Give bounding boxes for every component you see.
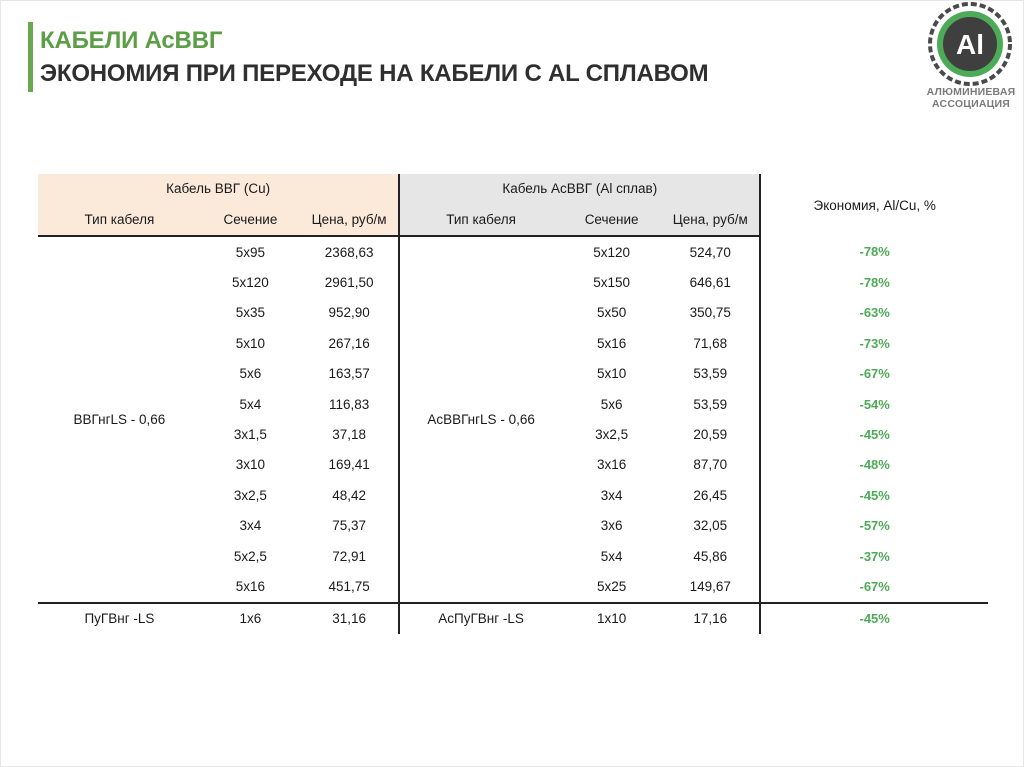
al-price-cell: 53,59 [693, 366, 728, 382]
al-section-cell: 3х2,5 [595, 427, 629, 443]
al-section-cell: 3х6 [600, 518, 623, 534]
cu-price-cell: 169,41 [328, 457, 370, 473]
logo-caption-line-2: АССОЦИАЦИЯ [932, 98, 1010, 110]
al-price-cell: 32,05 [693, 518, 728, 534]
al-section-cell: 5х150 [593, 275, 631, 291]
cu-section-cell: 5х6 [239, 366, 262, 382]
cu-price-cell: 72,91 [332, 548, 366, 564]
al-price-cell: 71,68 [693, 335, 728, 351]
title-line-1: КАБЕЛИ АсВВГ [40, 27, 223, 54]
cu-section-cell: 5х95 [235, 244, 266, 260]
al-section-cell: 1х10 [562, 603, 661, 634]
title-block [40, 24, 708, 90]
al-price-cell: 149,67 [689, 578, 731, 594]
cu-section-cell: 5х2,5 [233, 548, 267, 564]
table-body [38, 236, 988, 634]
cu-price-cell: 2961,50 [324, 275, 374, 291]
al-section-cell: 3х16 [596, 457, 627, 473]
al-price-cell: 17,16 [661, 603, 760, 634]
cu-section-cell: 5х10 [235, 335, 266, 351]
col-cu-section: Сечение [201, 203, 300, 236]
cu-price-cell: 37,18 [332, 427, 366, 443]
logo-caption-line-1: АЛЮМИНИЕВАЯ [926, 86, 1016, 98]
al-section-cell: 5х4 [600, 548, 623, 564]
cu-section-cell: 3х1,5 [233, 427, 267, 443]
al-section-cell: 5х10 [596, 366, 627, 382]
economy-cell: -67% [760, 359, 988, 389]
cu-section-cell: 5х120 [232, 275, 269, 291]
title-accent-bar [28, 22, 33, 92]
al-section-cell: 5х50 [596, 305, 627, 321]
title-line-2: ЭКОНОМИЯ ПРИ ПЕРЕХОДЕ НА КАБЕЛИ С AL СПЛАВОМ [40, 60, 709, 87]
economy-cell: -45% [760, 480, 988, 510]
cu-price-cell: 48,42 [332, 487, 366, 503]
cu-section-cell: 3х4 [239, 518, 262, 534]
cu-section-cell: 5х4 [239, 396, 262, 412]
economy-cell: -63% [760, 298, 988, 328]
al-price-cell: 87,70 [693, 457, 728, 473]
cu-price-cell: 163,57 [328, 366, 370, 382]
economy-cell: -37% [760, 541, 988, 571]
cu-type-cell: ПуГВнг -LS [38, 603, 201, 634]
cu-section-cell: 5х35 [235, 305, 266, 321]
al-price-cell: 53,59 [693, 396, 728, 412]
al-group-header: Кабель АсВВГ (Al сплав) [399, 174, 760, 203]
cu-group-header: Кабель ВВГ (Cu) [38, 174, 399, 203]
economy-cell: -45% [760, 419, 988, 449]
cu-price-cell: 31,16 [300, 603, 399, 634]
al-type-cell: АсВВГнгLS - 0,66 [399, 236, 562, 603]
al-section-cell: 5х16 [596, 335, 627, 351]
economy-cell: -54% [760, 389, 988, 419]
cu-section-cell: 1х6 [201, 603, 300, 634]
col-al-type: Тип кабеля [399, 203, 562, 236]
economy-cell: -57% [760, 511, 988, 541]
economy-cell: -78% [760, 236, 988, 267]
col-cu-type: Тип кабеля [38, 203, 201, 236]
al-section-cell: 5х6 [600, 396, 623, 412]
al-price-cell: 350,75 [689, 305, 731, 321]
al-type-cell: АсПуГВнг -LS [399, 603, 562, 634]
cu-price-cell: 952,90 [328, 305, 370, 321]
col-al-price: Цена, руб/м [661, 203, 760, 236]
table-row [38, 236, 988, 267]
table-row [38, 603, 988, 634]
cu-price-cell: 451,75 [328, 578, 370, 594]
cu-section-cell: 3х2,5 [233, 487, 267, 503]
cu-price-cell: 116,83 [328, 396, 370, 412]
cu-section-cell: 3х10 [235, 457, 266, 473]
economy-header: Экономия, Al/Cu, % [760, 174, 988, 236]
economy-cell: -48% [760, 450, 988, 480]
economy-cell: -73% [760, 328, 988, 358]
al-section-cell: 5х120 [593, 244, 631, 260]
cu-price-cell: 267,16 [328, 335, 370, 351]
al-section-cell: 3х4 [600, 487, 623, 503]
logo-symbol: Al [956, 29, 984, 60]
economy-cell: -45% [760, 603, 988, 634]
al-price-cell: 646,61 [689, 275, 731, 291]
al-price-cell: 26,45 [693, 487, 728, 503]
cu-price-cell: 75,37 [332, 518, 366, 534]
economy-cell: -78% [760, 267, 988, 297]
cu-section-cell: 5х16 [235, 578, 266, 594]
economy-cell: -67% [760, 571, 988, 602]
al-section-cell: 5х25 [596, 578, 627, 594]
al-price-cell: 20,59 [693, 427, 728, 443]
col-al-section: Сечение [562, 203, 661, 236]
cu-type-cell: ВВГнгLS - 0,66 [73, 411, 166, 427]
logo-caption [918, 86, 1024, 110]
comparison-table [38, 174, 988, 634]
col-cu-price: Цена, руб/м [300, 203, 399, 236]
al-price-cell: 524,70 [689, 244, 731, 260]
al-price-cell: 45,86 [693, 548, 728, 564]
cu-price-cell: 2368,63 [324, 244, 374, 260]
